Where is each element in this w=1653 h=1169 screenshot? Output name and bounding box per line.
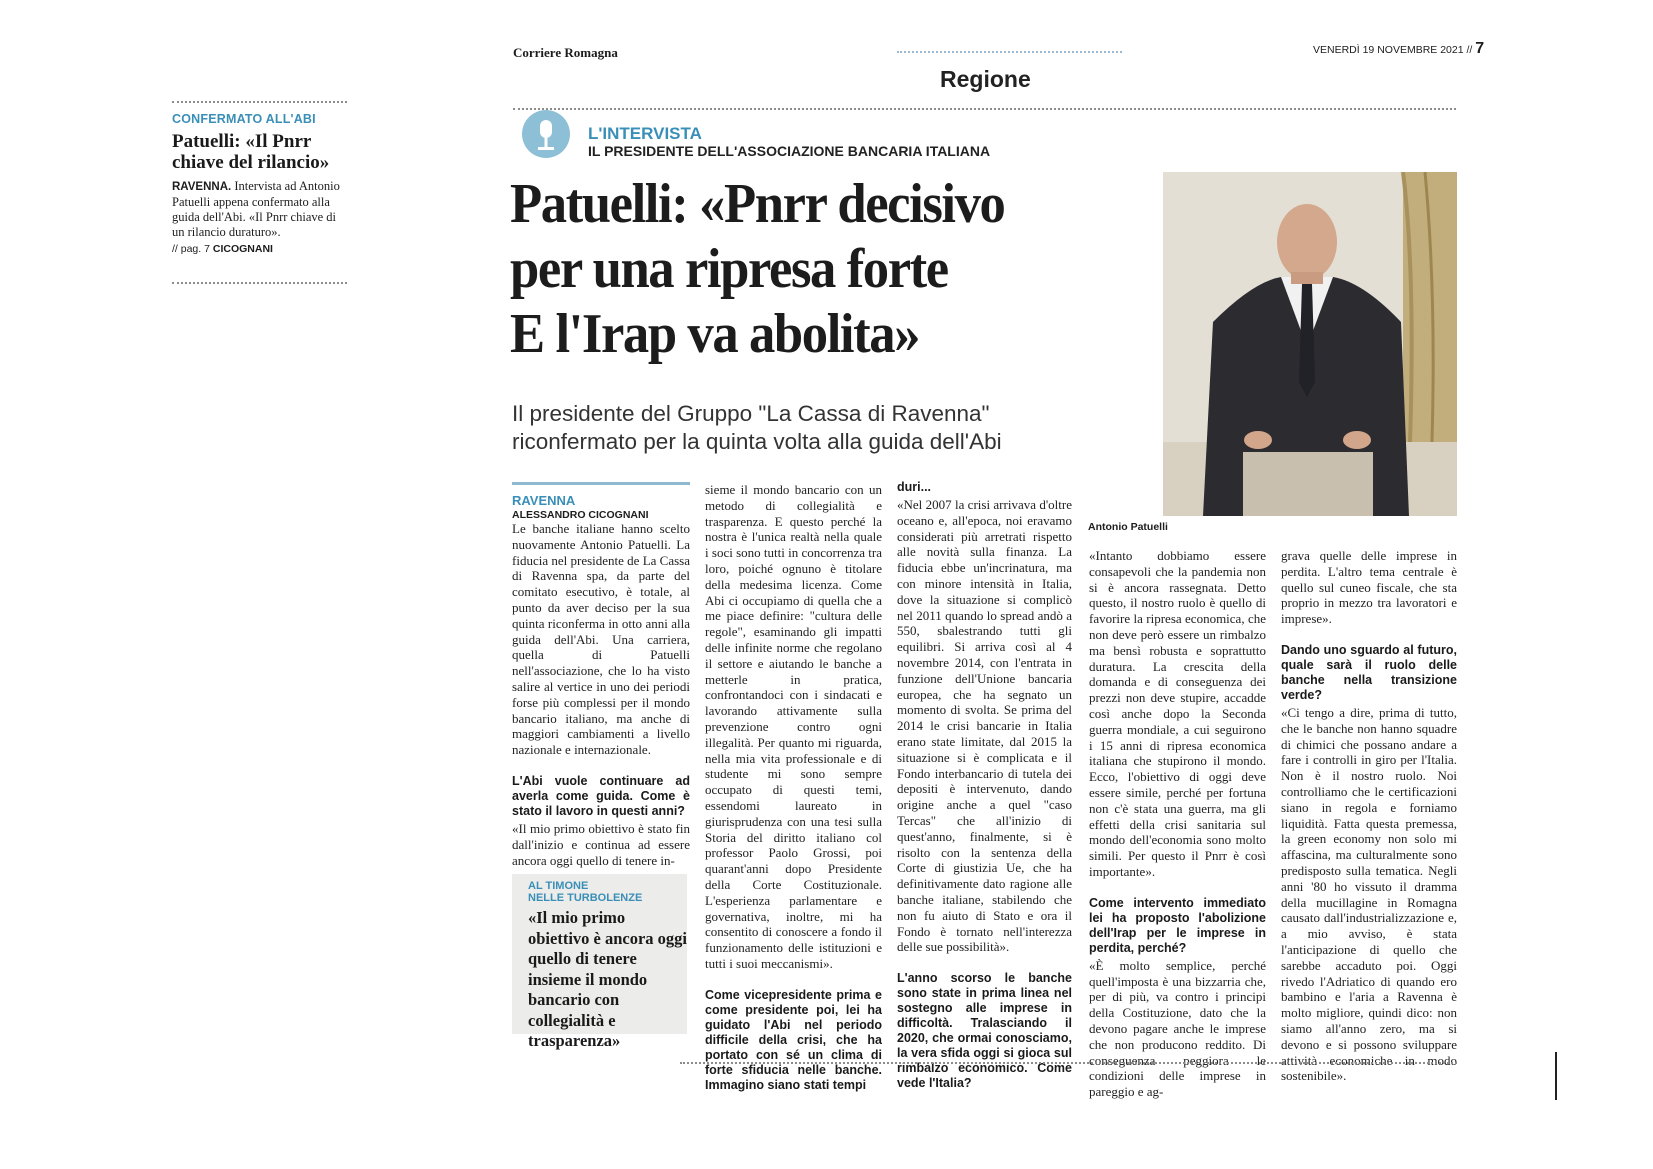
masthead-rule bbox=[897, 51, 1122, 53]
column-1-top-rule bbox=[512, 482, 690, 485]
column-1 bbox=[512, 482, 690, 868]
teaser-title-line-1: Patuelli: «Il Pnrr bbox=[172, 131, 312, 152]
subheadline-line-2: riconfermato per la quinta volta alla guida dell'Abi bbox=[512, 429, 1002, 454]
headline-line-2: per una ripresa forte bbox=[510, 238, 948, 300]
byline: ALESSANDRO CICOGNANI bbox=[512, 509, 649, 521]
column-4 bbox=[1089, 548, 1266, 1100]
teaser-body-block bbox=[172, 179, 350, 240]
microphone-icon bbox=[522, 110, 570, 158]
column-3 bbox=[897, 480, 1072, 1093]
interview-label: L'INTERVISTA bbox=[588, 124, 702, 143]
section-rule bbox=[513, 108, 1456, 110]
paper-name: Corriere Romagna bbox=[513, 45, 618, 60]
column-4-paragraph-2: «È molto semplice, perché quell'imposta è una bizzarria che, per di più, va contro i principi della Costituzione, dato che la devono pagare anche le imprese che non producono reddito. Di conseguenza peggiora le condizioni delle imprese in pareggio e ag- bbox=[1089, 957, 1266, 1100]
teaser-dateline: RAVENNA. bbox=[172, 181, 232, 193]
page-number: 7 bbox=[1475, 40, 1485, 57]
dateline: RAVENNA bbox=[512, 493, 576, 508]
scan-edge-mark bbox=[1555, 1052, 1557, 1100]
page-bottom-rule bbox=[680, 1062, 1457, 1064]
teaser-top-rule bbox=[172, 101, 347, 103]
teaser-title-line-2: chiave del rilancio» bbox=[172, 152, 330, 173]
photo-caption: Antonio Patuelli bbox=[1088, 521, 1168, 533]
teaser-page-ref[interactable] bbox=[172, 243, 354, 255]
pull-quote-text: «Il mio primo obiettivo è ancora oggi quello di tenere insieme il mondo bancario con collegialità e trasparenza» bbox=[528, 908, 688, 1050]
interview-sublabel: IL PRESIDENTE DELL'ASSOCIAZIONE BANCARIA ITALIANA bbox=[588, 143, 991, 159]
headline-line-1: Patuelli: «Pnrr decisivo bbox=[510, 173, 1005, 235]
column-5-paragraph-1: grava quelle delle imprese in perdita. L'altro tema centrale è quello sul cuneo fiscale, che sta proprio in mezzo tra lavoratori e imprese». bbox=[1281, 548, 1457, 627]
column-2 bbox=[705, 482, 882, 1095]
subheadline-line-1: Il presidente del Gruppo "La Cassa di Ravenna" bbox=[512, 401, 990, 426]
section-title: Regione bbox=[940, 66, 1031, 92]
teaser-box[interactable] bbox=[172, 112, 354, 255]
pull-quote-kicker bbox=[528, 880, 687, 904]
column-1-body bbox=[512, 521, 690, 868]
page-date: VENERDÌ 19 NOVEMBRE 2021 // bbox=[1313, 44, 1473, 56]
teaser-page-number: // pag. 7 bbox=[172, 243, 210, 255]
pull-quote-kicker-line-2: NELLE TURBOLENZE bbox=[528, 892, 643, 904]
page-date-block bbox=[1313, 40, 1484, 58]
column-1-paragraph-2: «Il mio primo obiettivo è stato fin dall'inizio e continua ad essere ancora oggi quello di tenere in- bbox=[512, 820, 690, 868]
question-4: Come intervento immediato lei ha proposto l'abolizione dell'Irap per le imprese in perdita, perché? bbox=[1089, 895, 1266, 955]
question-5: Dando uno sguardo al futuro, quale sarà il ruolo delle banche nella transizione verde? bbox=[1281, 642, 1457, 702]
question-3: L'anno scorso le banche sono state in prima linea nel sostegno alle imprese in difficoltà. Tralasciando il 2020, che ormai conosciamo, la vera sfida oggi si gioca sul rimbalzo economico. Come vede l'Italia? bbox=[897, 971, 1072, 1091]
column-5 bbox=[1281, 548, 1457, 1084]
portrait-photo bbox=[1163, 172, 1457, 516]
headline bbox=[510, 172, 1074, 367]
column-4-paragraph-1: «Intanto dobbiamo essere consapevoli che la pandemia non si è ancora rassegnata. Detto questo, il nostro ruolo è quello di favorire la ripresa economica, che non deve però essere un rimbalzo ma bensì robusta e soprattutto duratura. La crescita della domanda e di conseguenza dei prezzi non deve stupire, accadde così anche dopo la Seconda guerra mondiale, a cui seguirono i 15 anni di ripresa economica italiana che stupirono il mondo. Ecco, l'obiettivo di oggi deve essere simile, perché per fortuna non c'è stata una guerra, ma gli effetti della crisi sanitaria sul mondo dell'economia sono molto simili. Per questo il Pnrr è così importante». bbox=[1089, 548, 1266, 879]
column-3-paragraph-1: «Nel 2007 la crisi arrivava d'oltre oceano e, all'epoca, noi eravamo considerati più arretrati rispetto alle novità sulla finanza. La fiducia ebbe un'incrinatura, ma con minore intensità in Italia, dove la situazione si complicò nel 2011 quando lo spread andò a 550, sbalestrando tutti gli equilibri. Si arriva così al 4 novembre 2014, con l'entrata in funzione dell'Unione bancaria europea, che ha segnato un momento di svolta. Se prima del 2014 le crisi bancarie in Italia erano state limitate, dal 2015 la situazione si è complicata e il Fondo interbancario di tutela dei depositi è intervenuto, dando origine anche a quel "caso Tercas" che all'inizio di quest'anno, finalmente, si è risolto con la sentenza della Corte di giustizia Ue, che ha definitivamente dato ragione alle banche italiane, stabilendo che non fu aiuto di Stato e ora il Fondo è tornato nell'interezza delle sue possibilità». bbox=[897, 497, 1072, 955]
pull-quote bbox=[512, 874, 688, 1050]
pull-quote-kicker-line-1: AL TIMONE bbox=[528, 880, 589, 892]
teaser-body: Intervista ad Antonio Patuelli appena confermato alla guida dell'Abi. «Il Pnrr chiave di un rilancio duraturo». bbox=[172, 179, 340, 239]
teaser-author: CICOGNANI bbox=[212, 243, 273, 255]
teaser-kicker: CONFERMATO ALL'ABI bbox=[172, 112, 316, 126]
portrait-illustration bbox=[1163, 172, 1457, 516]
column-5-paragraph-2: «Ci tengo a dire, prima di tutto, che le banche non hanno squadre di chimici che possano andare a fare i controlli in giro per l'Italia. Non è il nostro ruolo. Noi controlliamo che le certificazioni siano in regola e forniamo liquidità. Fatta questa premessa, la green economy non solo mi affascina, ma culturalmente sono predisposto sulla tematica. Negli anni '80 ho vissuto il dramma della mucillagine in Romagna causato dall'industrializzazione e, a mio avviso, è stata l'anticipazione di quello che sarebbe accaduto poi. Oggi rivedo l'Adriatico di quando ero bambino e l'aria a Ravenna è molto migliore, quindi dico: non siamo all'anno zero, ma si devono e si possono sviluppare attività economiche in modo sostenibile». bbox=[1281, 704, 1457, 1084]
column-2-paragraph-1: sieme il mondo bancario con un metodo di collegialità e trasparenza. E questo perché la nostra è l'unica realtà nella quale i soci sono tutti in concorrenza tra loro, poiché ognuno è titolare della medesima licenza. Come Abi ci occupiamo di quella che a me piace definire: "cultura delle regole", esaminando gli impatti delle infinite norme che regolano il settore e aiutando le banche a metterle in pratica, confrontandoci con i sindacati e lavorando attivamente sulla prevenzione contro ogni illegalità. Per quanto mi riguarda, nella mia vita professionale e di studente mi sono sempre occupato di questi temi, essendomi laureato in giurisprudenza con una tesi sulla Storia del diritto italiano col professor Paolo Grossi, poi quarant'anni dopo Presidente della Corte Costituzionale. L'esperienza parlamentare e governativa, inoltre, mi ha consentito di conoscere a fondo il funzionamento delle istituzioni e tutti i suoi meccanismi». bbox=[705, 482, 882, 971]
teaser-bottom-rule bbox=[172, 282, 347, 284]
teaser-title bbox=[172, 131, 354, 173]
question-2-end: duri... bbox=[897, 480, 932, 494]
headline-line-3: E l'Irap va abolita» bbox=[510, 303, 920, 365]
question-1: L'Abi vuole continuare ad averla come guida. Come è stato il lavoro in questi anni? bbox=[512, 773, 690, 818]
column-1-paragraph-1: Le banche italiane hanno scelto nuovamente Antonio Patuelli. La fiducia nel presidente de La Cassa di Ravenna spa, da parte del comitato esecutivo, è totale, al punto da aver deciso per la sua quinta riconferma in otto anni alla guida dell'Abi. Una carriera, quella di Patuelli nell'associazione, che lo ha visto salire al vertice in uno dei periodi forse più complessi per il mondo bancario italiano, ma anche di maggiori cambiamenti a livello nazionale e internazionale. bbox=[512, 521, 690, 758]
question-2: Come vicepresidente prima e come presidente poi, lei ha guidato l'Abi nel periodo difficile della crisi, che ha portato con sé un clima di forte sfiducia nelle banche. Immagino siano stati tempi bbox=[705, 987, 882, 1092]
subheadline bbox=[512, 400, 1072, 456]
